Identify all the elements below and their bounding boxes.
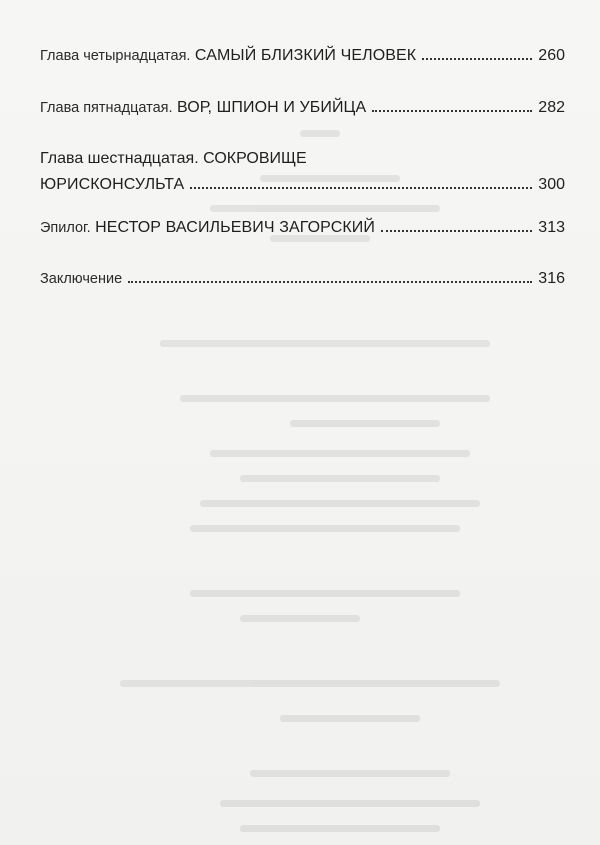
toc-entry-prefix: Заключение (40, 271, 123, 287)
toc-entry-title: СОКРОВИЩЕ (203, 150, 307, 167)
toc-entry-title: САМЫЙ БЛИЗКИЙ ЧЕЛОВЕК (194, 47, 417, 64)
toc-entry-chapter-16 (40, 148, 565, 196)
toc-entry-prefix: Глава шестнадцатая. (40, 150, 199, 167)
toc-entry-label (40, 174, 184, 196)
toc-entry-line (40, 217, 565, 239)
toc-entry-prefix: Глава пятнадцатая. (40, 100, 173, 116)
toc-entry-title-continuation: ЮРИСКОНСУЛЬТА (40, 176, 185, 193)
toc-entry-label (40, 217, 375, 239)
dot-leader (128, 281, 532, 283)
toc-entry-line (40, 174, 565, 196)
toc-entry-line (40, 268, 565, 290)
toc-entry-label (40, 97, 366, 119)
toc-entry-line (40, 97, 565, 119)
toc-entry-title: ВОР, ШПИОН И УБИЙЦА (177, 99, 367, 116)
toc-entry-chapter-15 (40, 97, 565, 119)
toc-entry-prefix: Глава четырнадцатая. (40, 48, 191, 64)
toc-entry-label (40, 268, 122, 290)
dot-leader (190, 187, 532, 189)
toc-entry-page-number: 260 (538, 47, 565, 64)
dot-leader (422, 58, 532, 60)
toc-entry-page-number: 300 (538, 176, 565, 193)
toc-entry-page-number: 313 (538, 219, 565, 236)
toc-entry-title: НЕСТОР ВАСИЛЬЕВИЧ ЗАГОРСКИЙ (95, 219, 376, 236)
toc-entry-page-number: 316 (538, 270, 565, 287)
toc-entry-line (40, 45, 565, 67)
toc-entry-conclusion (40, 268, 565, 290)
toc-entry-epilogue (40, 217, 565, 239)
dot-leader (381, 230, 532, 232)
toc-entry-page-number: 282 (538, 99, 565, 116)
toc-entry-first-line (40, 148, 565, 170)
toc-entry-label (40, 45, 416, 67)
toc-entry-prefix: Эпилог. (40, 220, 91, 236)
dot-leader (372, 110, 532, 112)
toc-entry-chapter-14 (40, 45, 565, 67)
